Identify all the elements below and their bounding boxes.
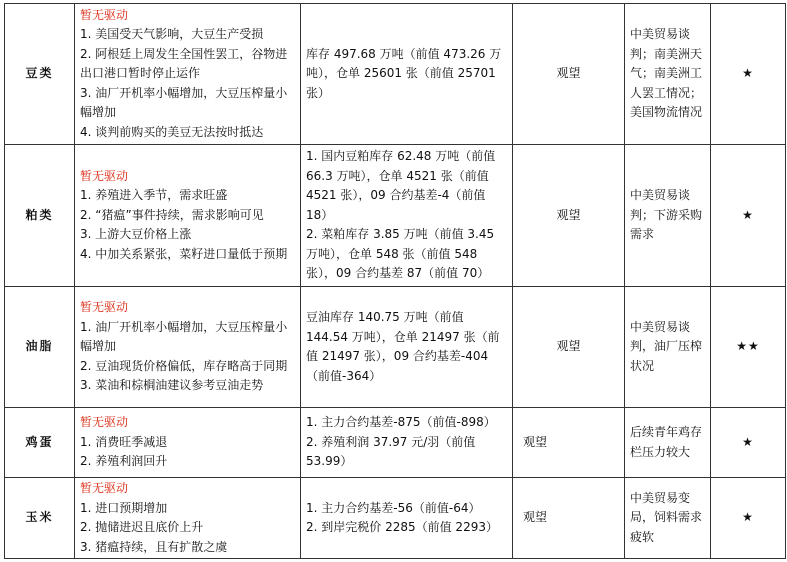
driver-item: 2. 豆油现货价格偏低，库存略高于同期 [80,358,288,373]
rating-stars: ★ [711,408,786,478]
focus-cell: 后续青年鸡存栏压力较大 [625,408,711,478]
driver-item: 3. 上游大豆价格上涨 [80,227,192,242]
data-item: 2. 到岸完税价 2285（前值 2293） [306,520,498,534]
drivers-cell [75,478,301,559]
focus-cell: 中美贸易谈判，油厂压榨状况 [625,287,711,408]
view-cell: 观望 [513,478,625,559]
rating-stars: ★ [711,4,786,145]
rating-stars: ★ [711,478,786,559]
driver-item: 2. 抛储进迟且底价上升 [80,520,204,534]
driver-status-tag: 暂无驱动 [80,415,129,430]
driver-item: 1. 油厂开机率小幅增加，大豆压榨量小幅增加 [80,319,288,354]
focus-cell: 中美贸易谈判；下游采购需求 [625,145,711,287]
driver-item: 2. 养殖利润回升 [80,454,168,469]
drivers-cell [75,408,301,478]
driver-status-tag: 暂无驱动 [80,481,129,495]
driver-item: 1. 消费旺季减退 [80,434,168,449]
commodity-name: 豆类 [5,4,75,145]
table-row [5,478,786,559]
drivers-cell [75,4,301,145]
data-item: 1. 主力合约基差-56（前值-64） [306,500,481,515]
driver-item: 2. 阿根廷上周发生全国性罢工，谷物进出口港口暂时停止运作 [80,46,288,81]
data-cell [301,4,513,145]
focus-cell: 中美贸易变局，饲料需求疲软 [625,478,711,559]
driver-item: 3. 油厂开机率小幅增加，大豆压榨量小幅增加 [80,85,288,120]
driver-item: 2. “猪瘟”事件持续，需求影响可见 [80,207,264,222]
data-cell [301,408,513,478]
drivers-cell [75,145,301,287]
driver-item: 1. 养殖进入季节，需求旺盛 [80,188,228,203]
view-cell: 观望 [513,4,625,145]
futures-outlook-table [4,3,786,559]
driver-status-tag: 暂无驱动 [80,168,129,183]
data-cell [301,287,513,408]
driver-item: 4. 谈判前购买的美豆无法按时抵达 [80,124,264,139]
data-item: 库存 497.68 万吨（前值 473.26 万吨），仓单 25601 张（前值 25701 张） [306,46,502,100]
data-item: 豆油库存 140.75 万吨（前值 144.54 万吨），仓单 21497 张（前值 21497 张），09 合约基差-404（前值-364） [306,310,500,383]
driver-status-tag: 暂无驱动 [80,300,129,315]
table-row [5,145,786,287]
table-row [5,287,786,408]
table-row [5,408,786,478]
commodity-name: 油脂 [5,287,75,408]
driver-item: 4. 中加关系紧张，菜籽进口量低于预期 [80,246,288,261]
focus-cell: 中美贸易谈判；南美洲天气；南美洲工人罢工情况；美国物流情况 [625,4,711,145]
commodity-name: 鸡蛋 [5,408,75,478]
view-cell: 观望 [513,287,625,408]
commodity-name: 玉米 [5,478,75,559]
drivers-cell [75,287,301,408]
data-cell [301,145,513,287]
data-item: 1. 国内豆粕库存 62.48 万吨（前值 66.3 万吨），仓单 4521 张（前值 4521 张），09 合约基差-4（前值 18） [306,149,496,222]
data-item: 2. 菜粕库存 3.85 万吨（前值 3.45 万吨），仓单 548 张（前值 548 张），09 合约基差 87（前值 70） [306,227,495,281]
view-cell: 观望 [513,408,625,478]
data-item: 1. 主力合约基差-875（前值-898） [306,415,496,430]
driver-item: 1. 进口预期增加 [80,500,168,515]
data-item: 2. 养殖利润 37.97 元/羽（前值 53.99） [306,434,476,469]
data-cell [301,478,513,559]
rating-stars: ★ [711,145,786,287]
commodity-name: 粕类 [5,145,75,287]
driver-item: 3. 菜油和棕榈油建议参考豆油走势 [80,378,264,393]
driver-item: 3. 猪瘟持续，且有扩散之虞 [80,539,228,554]
driver-status-tag: 暂无驱动 [80,7,129,22]
rating-stars: ★★ [711,287,786,408]
driver-item: 1. 美国受天气影响，大豆生产受损 [80,27,264,42]
table-row [5,4,786,145]
view-cell: 观望 [513,145,625,287]
